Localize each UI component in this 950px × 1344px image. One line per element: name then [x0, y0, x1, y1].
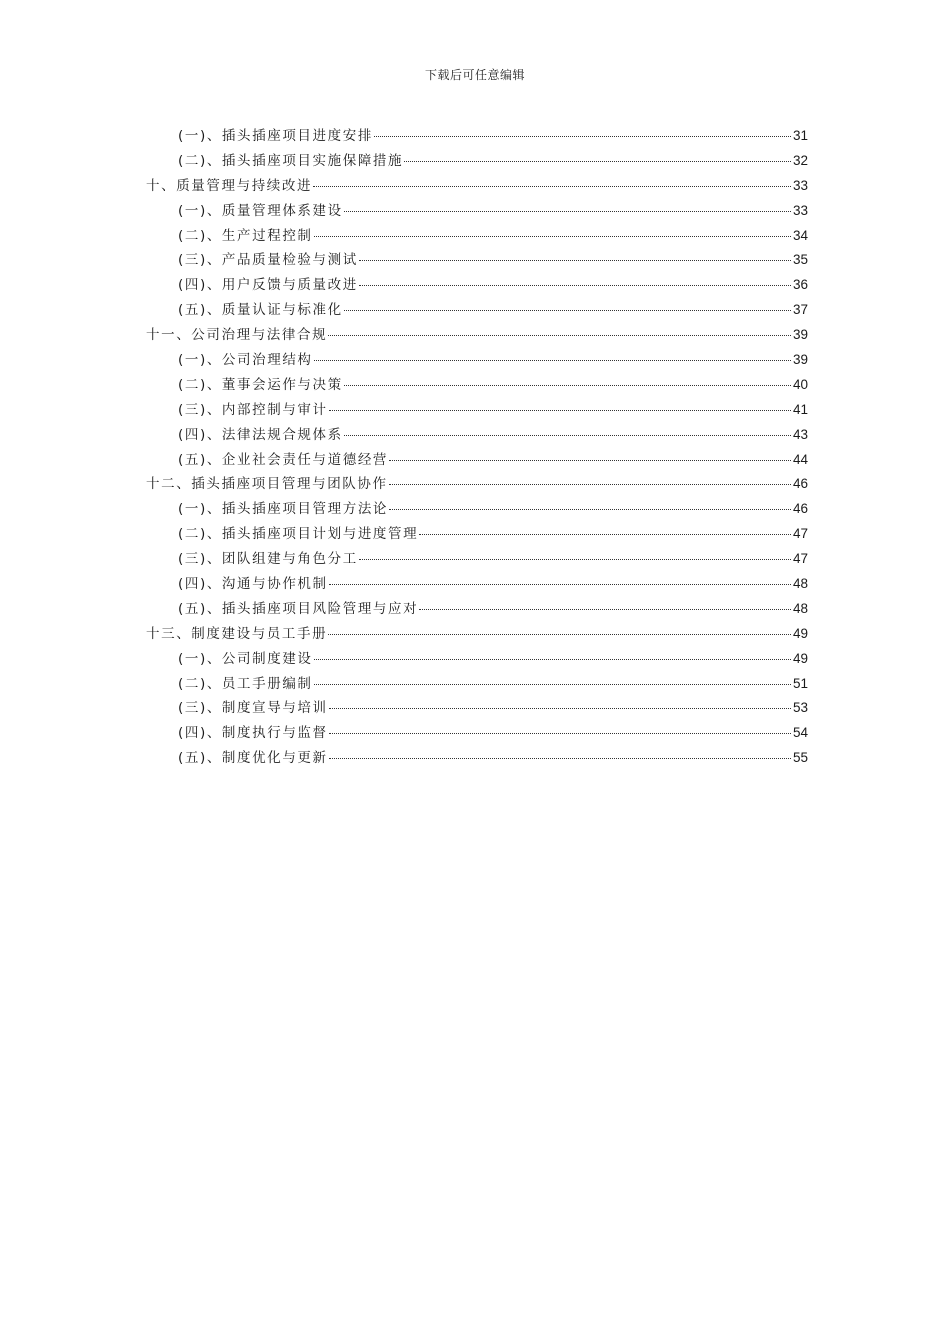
toc-dot-leader: [314, 683, 791, 685]
toc-dot-leader: [313, 185, 791, 187]
toc-dot-leader: [329, 732, 791, 734]
toc-entry[interactable]: [146, 248, 808, 273]
toc-dot-leader: [329, 409, 791, 411]
toc-entry[interactable]: [146, 572, 808, 597]
toc-entry[interactable]: [146, 124, 808, 149]
toc-entry[interactable]: [146, 597, 808, 622]
toc-dot-leader: [374, 135, 791, 137]
toc-entry[interactable]: [146, 672, 808, 697]
toc-entry-title: 十三、制度建设与员工手册: [146, 625, 328, 642]
toc-dot-leader: [314, 359, 791, 361]
toc-entry-title: (五)、质量认证与标准化: [178, 302, 343, 319]
toc-dot-leader: [419, 533, 791, 535]
toc-entry[interactable]: [146, 398, 808, 423]
toc-dot-leader: [389, 459, 791, 461]
toc-dot-leader: [404, 160, 791, 162]
toc-dot-leader: [359, 259, 791, 261]
toc-entry-page-number: 33: [792, 202, 808, 218]
toc-entry[interactable]: [146, 174, 808, 199]
toc-dot-leader: [419, 608, 791, 610]
toc-dot-leader: [359, 284, 791, 286]
toc-dot-leader: [389, 483, 791, 485]
toc-entry-title: (二)、员工手册编制: [178, 675, 313, 692]
toc-entry[interactable]: [146, 373, 808, 398]
toc-entry-page-number: 40: [792, 376, 808, 392]
toc-entry-page-number: 37: [792, 302, 808, 318]
toc-dot-leader: [329, 757, 791, 759]
toc-dot-leader: [328, 334, 791, 336]
toc-entry-page-number: 54: [792, 725, 808, 741]
toc-entry-page-number: 41: [792, 401, 808, 417]
toc-entry[interactable]: [146, 696, 808, 721]
toc-entry-page-number: 31: [792, 128, 808, 143]
toc-entry-title: 十、质量管理与持续改进: [146, 177, 313, 194]
toc-entry-title: (四)、法律法规合规体系: [178, 426, 343, 443]
toc-entry-title: (二)、董事会运作与决策: [178, 376, 343, 393]
toc-entry[interactable]: [146, 298, 808, 323]
toc-dot-leader: [314, 658, 791, 660]
toc-entry-title: (四)、用户反馈与质量改进: [178, 277, 358, 294]
toc-entry-page-number: 51: [792, 675, 808, 691]
toc-entry[interactable]: [146, 746, 808, 771]
toc-entry[interactable]: [146, 149, 808, 174]
toc-entry-title: 十一、公司治理与法律合规: [146, 327, 328, 344]
toc-entry-title: (二)、插头插座项目实施保障措施: [178, 152, 404, 169]
toc-dot-leader: [344, 384, 791, 386]
toc-entry-title: 十二、插头插座项目管理与团队协作: [146, 476, 388, 493]
toc-entry-page-number: 43: [792, 426, 808, 442]
toc-entry-page-number: 39: [792, 327, 808, 343]
toc-entry-page-number: 49: [792, 650, 808, 666]
toc-entry-page-number: 33: [792, 177, 808, 193]
toc-entry[interactable]: [146, 323, 808, 348]
toc-entry-title: (一)、插头插座项目进度安排: [178, 128, 373, 144]
toc-entry-page-number: 36: [792, 277, 808, 293]
toc-dot-leader: [328, 633, 791, 635]
toc-entry-title: (三)、团队组建与角色分工: [178, 551, 358, 568]
toc-entry-title: (三)、内部控制与审计: [178, 401, 328, 418]
toc-entry-page-number: 53: [792, 700, 808, 716]
toc-entry-page-number: 48: [792, 576, 808, 592]
toc-entry[interactable]: [146, 448, 808, 473]
toc-dot-leader: [329, 707, 791, 709]
toc-entry-page-number: 44: [792, 451, 808, 467]
toc-entry-title: (三)、制度宣导与培训: [178, 700, 328, 717]
toc-entry-page-number: 32: [792, 152, 808, 168]
toc-entry-title: (五)、制度优化与更新: [178, 750, 328, 767]
page-header: 下载后可任意编辑: [424, 68, 525, 82]
table-of-contents: [146, 124, 808, 771]
toc-entry-title: (一)、插头插座项目管理方法论: [178, 501, 389, 518]
toc-entry[interactable]: [146, 423, 808, 448]
toc-entry-page-number: 46: [792, 501, 808, 517]
toc-dot-leader: [314, 235, 791, 237]
toc-entry[interactable]: [146, 522, 808, 547]
toc-entry-title: (一)、公司制度建设: [178, 650, 313, 667]
toc-entry-page-number: 55: [792, 750, 808, 766]
toc-entry-page-number: 46: [792, 476, 808, 492]
toc-entry[interactable]: [146, 348, 808, 373]
toc-dot-leader: [344, 309, 791, 311]
toc-dot-leader: [344, 210, 791, 212]
toc-entry-page-number: 39: [792, 352, 808, 368]
toc-entry-page-number: 48: [792, 600, 808, 616]
toc-entry-page-number: 35: [792, 252, 808, 268]
toc-entry-title: (二)、生产过程控制: [178, 227, 313, 244]
toc-entry-page-number: 47: [792, 551, 808, 567]
toc-entry-title: (一)、公司治理结构: [178, 352, 313, 369]
toc-entry-title: (三)、产品质量检验与测试: [178, 252, 358, 269]
toc-entry-title: (二)、插头插座项目计划与进度管理: [178, 526, 419, 543]
toc-entry[interactable]: [146, 273, 808, 298]
toc-dot-leader: [359, 558, 791, 560]
toc-entry-page-number: 34: [792, 227, 808, 243]
toc-dot-leader: [389, 508, 791, 510]
toc-entry-page-number: 49: [792, 625, 808, 641]
toc-entry[interactable]: [146, 497, 808, 522]
toc-entry[interactable]: [146, 472, 808, 497]
toc-entry[interactable]: [146, 199, 808, 224]
toc-entry[interactable]: [146, 721, 808, 746]
toc-entry[interactable]: [146, 547, 808, 572]
toc-entry-title: (四)、制度执行与监督: [178, 725, 328, 742]
toc-entry-page-number: 47: [792, 526, 808, 542]
toc-entry-title: (一)、质量管理体系建设: [178, 202, 343, 219]
toc-dot-leader: [329, 583, 791, 585]
toc-entry[interactable]: [146, 647, 808, 672]
toc-entry[interactable]: [146, 224, 808, 249]
toc-entry-title: (五)、企业社会责任与道德经营: [178, 451, 389, 468]
toc-entry-title: (五)、插头插座项目风险管理与应对: [178, 600, 419, 617]
toc-entry[interactable]: [146, 622, 808, 647]
toc-dot-leader: [344, 434, 791, 436]
toc-entry-title: (四)、沟通与协作机制: [178, 576, 328, 593]
